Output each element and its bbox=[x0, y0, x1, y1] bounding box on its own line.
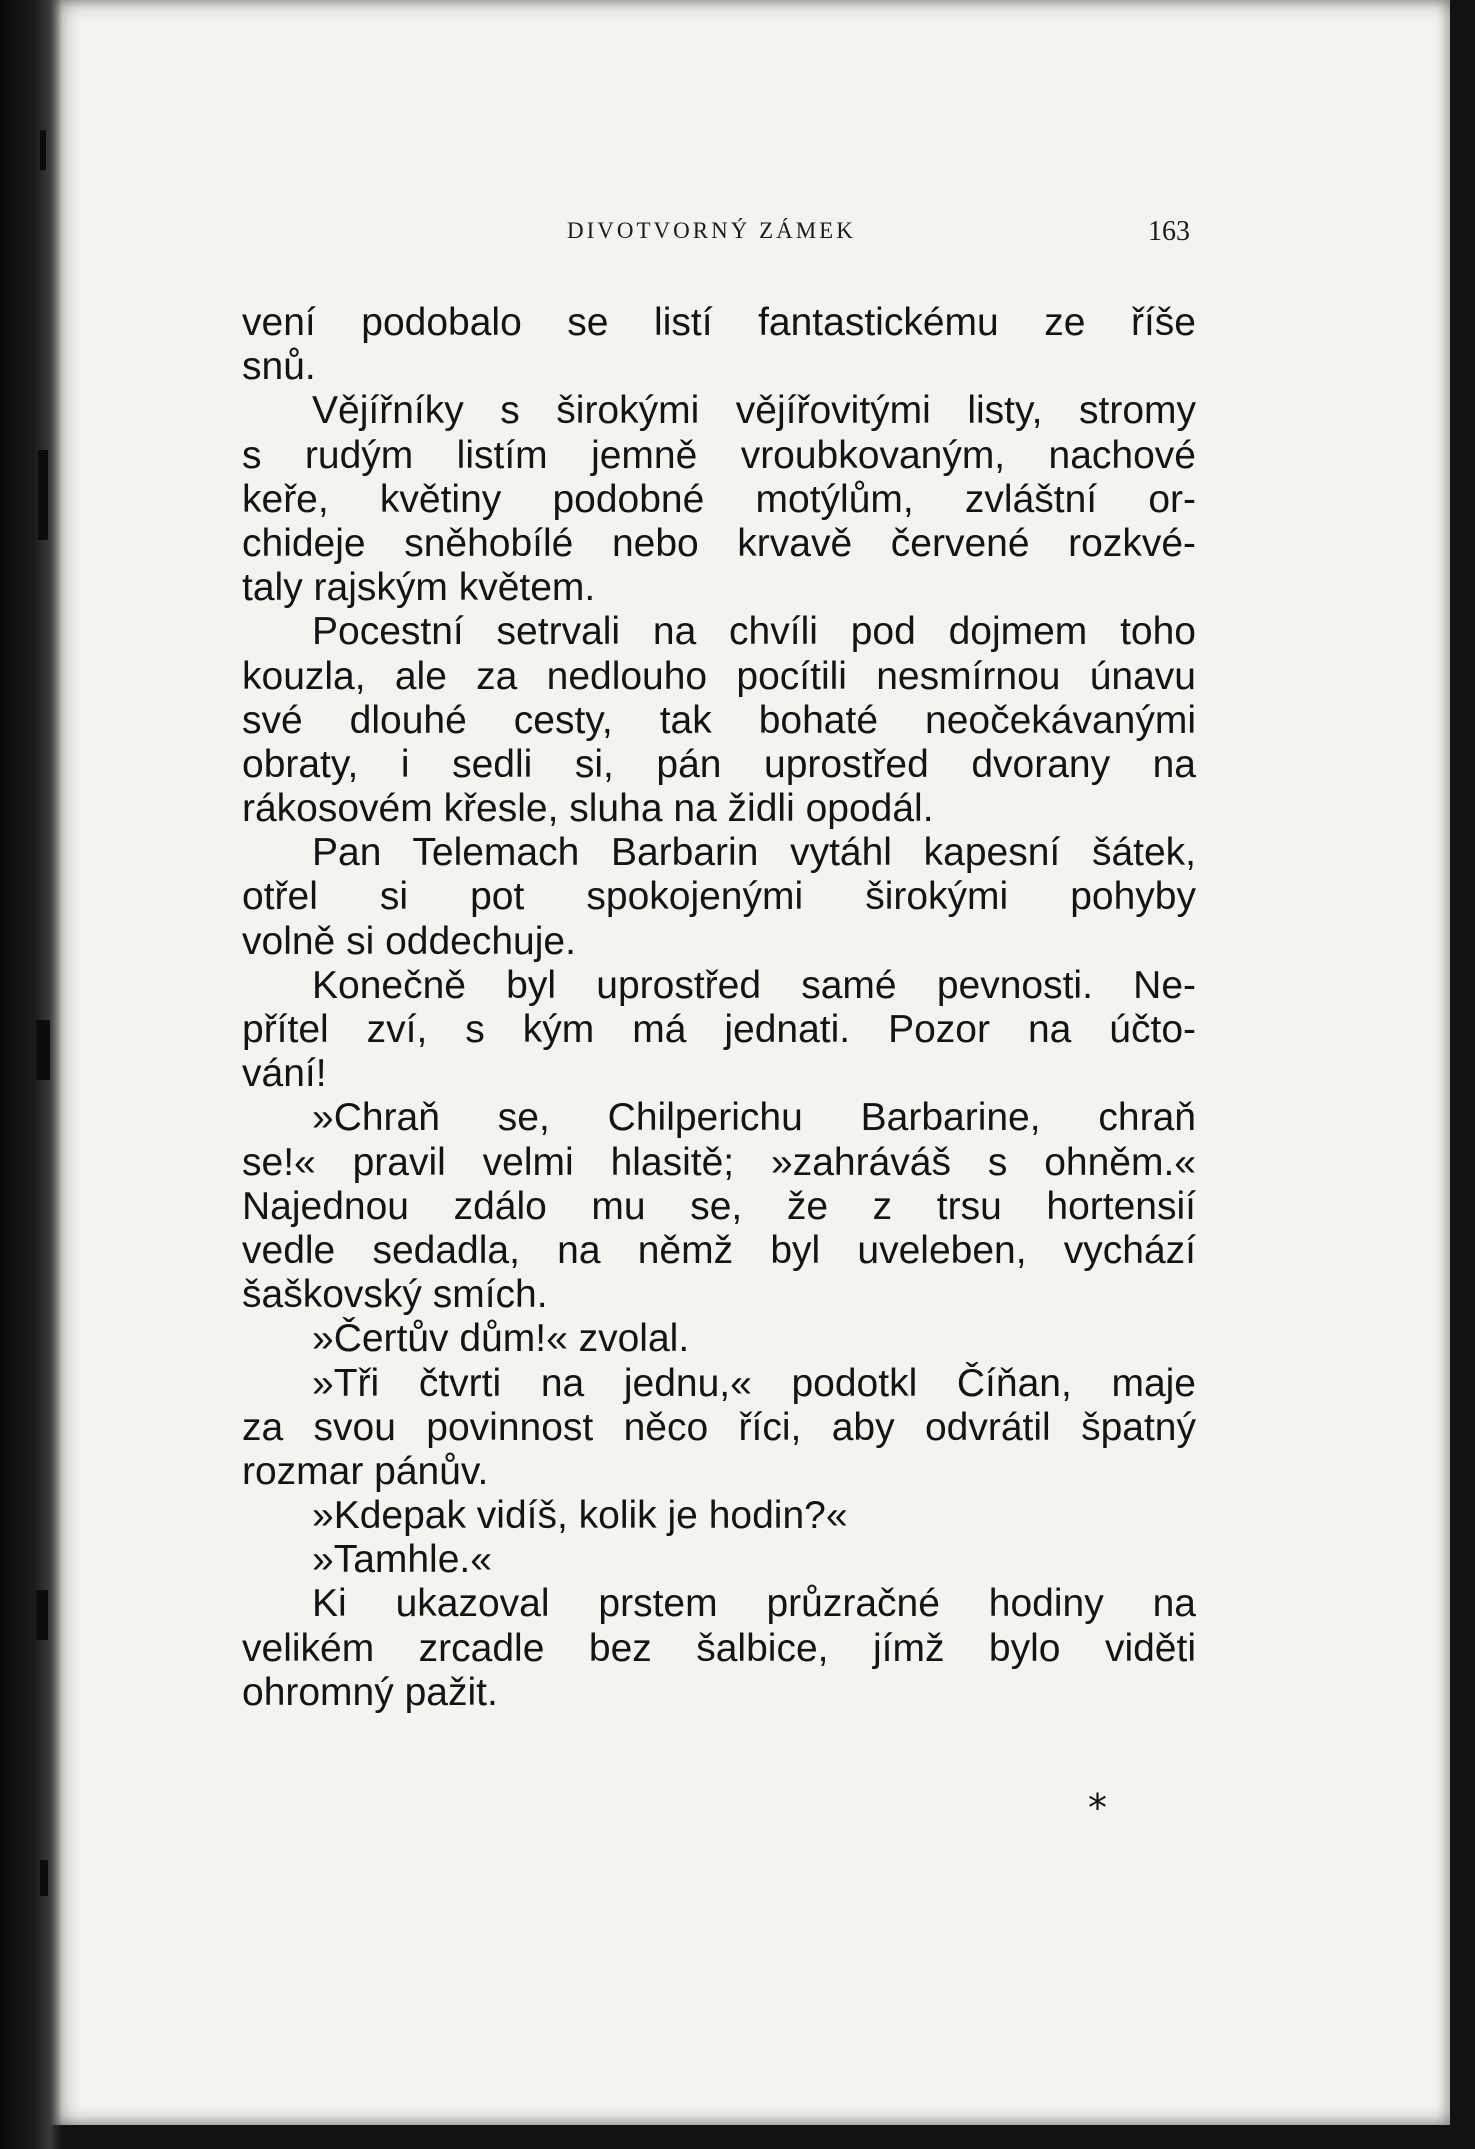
text-line: Konečně byl uprostřed samé pevnosti. Ne- bbox=[312, 963, 1196, 1007]
text-line: obraty, i sedli si, pán uprostřed dvorany na bbox=[242, 742, 1196, 786]
text-line: Pan Telemach Barbarin vytáhl kapesní šátek, bbox=[312, 831, 1196, 875]
book-binding-shadow bbox=[0, 0, 62, 2149]
binding-mark bbox=[36, 1590, 48, 1640]
text-line: vení podobalo se listí fantastickému ze říše bbox=[242, 301, 1196, 344]
text-line: rákosovém křesle, sluha na židli opodál. bbox=[242, 787, 934, 831]
text-line: keře, květiny podobné motýlům, zvláštní or- bbox=[242, 477, 1196, 521]
text-line: Ki ukazoval prstem průzračné hodiny na bbox=[312, 1582, 1196, 1626]
text-line: volně si oddechuje. bbox=[242, 919, 576, 963]
text-line: ohromný pažit. bbox=[242, 1670, 498, 1714]
text-line: taly rajským květem. bbox=[242, 566, 596, 610]
binding-mark bbox=[40, 130, 46, 170]
text-line: velikém zrcadle bez šalbice, jímž bylo viděti bbox=[242, 1626, 1196, 1670]
text-line: otřel si pot spokojenými širokými pohyby bbox=[242, 875, 1196, 919]
text-line: »Chraň se, Chilperichu Barbarine, chraň bbox=[312, 1096, 1196, 1140]
text-line: vání! bbox=[242, 1052, 327, 1096]
section-ornament: * bbox=[1088, 1786, 1107, 1830]
text-line: Najednou zdálo mu se, že z trsu hortensií bbox=[242, 1184, 1196, 1228]
text-line: snů. bbox=[242, 345, 316, 389]
text-line: za svou povinnost něco říci, aby odvrátil špatný bbox=[242, 1405, 1196, 1449]
running-header: DIVOTVORNÝ ZÁMEK bbox=[567, 218, 856, 243]
binding-mark bbox=[38, 450, 48, 540]
text-line: vedle sedadla, na němž byl uveleben, vychází bbox=[242, 1228, 1196, 1272]
text-line: Pocestní setrvali na chvíli pod dojmem toho bbox=[312, 610, 1196, 654]
body-text bbox=[242, 301, 1196, 1715]
page-number: 163 bbox=[1148, 216, 1190, 247]
text-line: kouzla, ale za nedlouho pocítili nesmírnou únavu bbox=[242, 654, 1196, 698]
text-line: přítel zví, s kým má jednati. Pozor na účto- bbox=[242, 1008, 1196, 1051]
binding-mark bbox=[40, 1860, 48, 1896]
binding-mark bbox=[36, 1020, 50, 1080]
text-line: šaškovský smích. bbox=[242, 1273, 548, 1317]
text-line: své dlouhé cesty, tak bohaté neočekávanými bbox=[242, 698, 1196, 742]
text-line: Vějířníky s širokými vějířovitými listy, stromy bbox=[312, 389, 1196, 433]
text-line: se!« pravil velmi hlasitě; »zahráváš s ohněm.« bbox=[242, 1140, 1196, 1184]
text-line: »Tři čtvrti na jednu,« podotkl Číňan, maje bbox=[312, 1361, 1196, 1405]
text-line: »Čertův dům!« zvolal. bbox=[312, 1317, 690, 1361]
text-line: »Kdepak vidíš, kolik je hodin?« bbox=[312, 1494, 848, 1538]
text-line: chideje sněhobílé nebo krvavě červené rozkvé- bbox=[242, 521, 1196, 565]
text-line: s rudým listím jemně vroubkovaným, nachové bbox=[242, 433, 1196, 477]
text-line: rozmar pánův. bbox=[242, 1449, 489, 1493]
text-line: »Tamhle.« bbox=[312, 1538, 492, 1582]
